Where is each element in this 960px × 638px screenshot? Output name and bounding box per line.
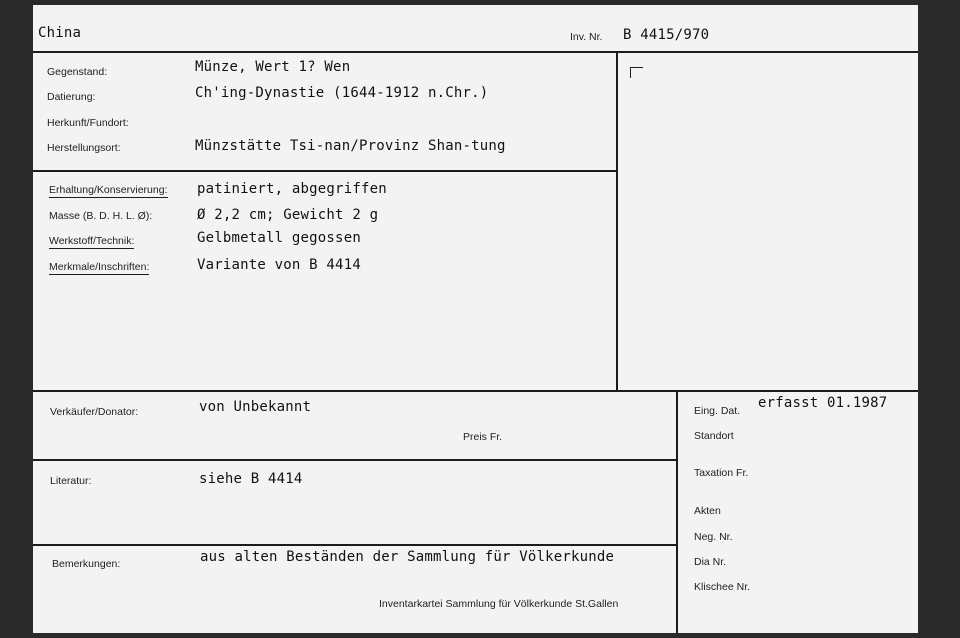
- object-condition-divider: [33, 170, 617, 172]
- card-footer: Inventarkartei Sammlung für Völkerkunde St.Gallen: [379, 598, 619, 610]
- standort-label: Standort: [694, 430, 734, 442]
- acquisition-literature-divider: [33, 459, 677, 461]
- inv-number-label: Inv. Nr.: [570, 31, 603, 43]
- bemerkungen-value: aus alten Beständen der Sammlung für Völkerkunde: [200, 549, 615, 565]
- verkaeufer-value: von Unbekannt: [199, 399, 312, 415]
- gegenstand-label: Gegenstand:: [47, 66, 108, 78]
- merkmale-label: Merkmale/Inschriften:: [49, 261, 150, 273]
- merkmale-value: Variante von B 4414: [197, 257, 361, 273]
- header-divider: [33, 51, 918, 53]
- upper-vertical-divider: [616, 51, 618, 391]
- inventory-card: [33, 5, 918, 633]
- inv-number-value: B 4415/970: [623, 27, 710, 43]
- literatur-label: Literatur:: [50, 475, 92, 487]
- akten-label: Akten: [694, 505, 721, 517]
- herkunft-label: Herkunft/Fundort:: [47, 117, 129, 129]
- literature-remarks-divider: [33, 544, 677, 546]
- klischee-nr-label: Klischee Nr.: [694, 581, 751, 593]
- dia-nr-label: Dia Nr.: [694, 556, 727, 568]
- verkaeufer-label: Verkäufer/Donator:: [50, 406, 139, 418]
- gegenstand-value: Münze, Wert 1? Wen: [195, 59, 351, 75]
- masse-label: Masse (B. D. H. L. Ø):: [49, 210, 153, 222]
- country-title: China: [38, 25, 82, 41]
- bemerkungen-label: Bemerkungen:: [52, 558, 121, 570]
- herstellungsort-value: Münzstätte Tsi-nan/Provinz Shan-tung: [195, 138, 506, 154]
- lower-vertical-divider: [676, 390, 678, 633]
- herstellungsort-label: Herstellungsort:: [47, 142, 121, 154]
- neg-nr-label: Neg. Nr.: [694, 531, 733, 543]
- datierung-value: Ch'ing-Dynastie (1644-1912 n.Chr.): [195, 85, 489, 101]
- preis-label: Preis Fr.: [463, 431, 503, 443]
- datierung-label: Datierung:: [47, 91, 96, 103]
- eing-dat-label: Eing. Dat.: [694, 405, 741, 417]
- werkstoff-label: Werkstoff/Technik:: [49, 235, 135, 247]
- werkstoff-value: Gelbmetall gegossen: [197, 230, 361, 246]
- eing-dat-value: erfasst 01.1987: [758, 395, 888, 411]
- erhaltung-label: Erhaltung/Konservierung:: [49, 184, 168, 196]
- masse-value: Ø 2,2 cm; Gewicht 2 g: [197, 207, 379, 223]
- corner-mark: [630, 67, 643, 78]
- erhaltung-value: patiniert, abgegriffen: [197, 181, 387, 197]
- taxation-label: Taxation Fr.: [694, 467, 749, 479]
- middle-divider: [33, 390, 918, 392]
- literatur-value: siehe B 4414: [199, 471, 303, 487]
